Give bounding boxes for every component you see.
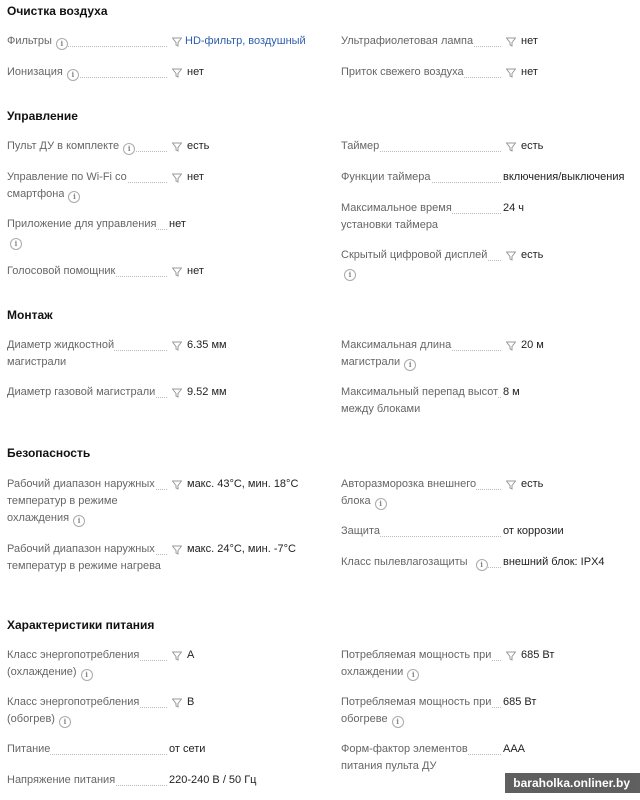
- filter-funnel-icon[interactable]: [506, 651, 516, 661]
- section-title-air-cleaning: Очистка воздуха: [7, 4, 108, 18]
- filter-funnel-icon[interactable]: [506, 142, 516, 152]
- spec-label-power-heating: Потребляемая мощность при обогреве i: [341, 696, 492, 726]
- spec-value-filters[interactable]: HD-фильтр, воздушный: [185, 35, 306, 47]
- spec-label-filters: Фильтры i: [7, 33, 68, 50]
- spec-label-max-height: Максимальный перепад высот между блоками: [341, 386, 499, 415]
- spec-value-power-heating: 685 Вт: [503, 696, 537, 708]
- spec-value-voltage: 220-240 В / 50 Гц: [169, 774, 257, 786]
- filter-funnel-icon[interactable]: [506, 37, 516, 47]
- spec-value-heating-range: макс. 24°C, мин. -7°C: [187, 543, 296, 555]
- info-icon[interactable]: i: [81, 669, 93, 681]
- filter-funnel-icon[interactable]: [172, 388, 182, 398]
- spec-label-liquid-pipe: Диаметр жидкостной магистрали: [7, 339, 115, 368]
- spec-label-wifi: Управление по Wi-Fi со смартфона i: [7, 171, 127, 201]
- spec-value-ip-class: внешний блок: IPX4: [503, 556, 605, 568]
- filter-funnel-icon[interactable]: [172, 68, 182, 78]
- info-icon[interactable]: i: [344, 269, 356, 281]
- filter-funnel-icon[interactable]: [172, 142, 182, 152]
- spec-value-supply: от сети: [169, 743, 206, 755]
- spec-value-timer-functions: включения/выключения: [503, 171, 625, 183]
- spec-label-remote: Пульт ДУ в комплекте i: [7, 138, 135, 155]
- info-icon[interactable]: i: [68, 191, 80, 203]
- spec-label-supply: Питание: [7, 743, 51, 755]
- filter-funnel-icon[interactable]: [506, 68, 516, 78]
- filter-funnel-icon[interactable]: [172, 480, 182, 490]
- info-icon[interactable]: i: [375, 498, 387, 510]
- section-title-control: Управление: [7, 109, 78, 123]
- spec-label-max-length: Максимальная длина магистрали i: [341, 339, 452, 369]
- spec-value-wifi: нет: [187, 171, 204, 183]
- spec-value-protection: от коррозии: [503, 525, 564, 537]
- spec-value-gas-pipe: 9.52 мм: [187, 386, 227, 398]
- spec-value-app: нет: [169, 218, 186, 230]
- filter-funnel-icon[interactable]: [506, 341, 516, 351]
- info-icon[interactable]: i: [67, 69, 79, 81]
- spec-label-defrost: Авторазморозка внешнего блока i: [341, 478, 477, 508]
- spec-label-timer: Таймер: [341, 140, 380, 152]
- spec-label-ip-class: Класс пылевлагозащиты i: [341, 554, 488, 571]
- spec-label-heating-range: Рабочий диапазон наружных температур в режиме нагрева: [7, 543, 161, 572]
- filter-funnel-icon[interactable]: [172, 173, 182, 183]
- spec-label-energy-cooling: Класс энергопотребления (охлаждение) i: [7, 649, 140, 679]
- info-icon[interactable]: i: [59, 716, 71, 728]
- spec-label-hidden-display: Скрытый цифровой дисплей i: [341, 249, 488, 279]
- spec-value-uv-lamp: нет: [521, 35, 538, 47]
- spec-label-cooling-range: Рабочий диапазон наружных температур в режиме охлаждения i: [7, 478, 155, 525]
- filter-funnel-icon[interactable]: [172, 651, 182, 661]
- spec-label-uv-lamp: Ультрафиолетовая лампа: [341, 35, 474, 47]
- spec-label-batteries: Форм-фактор элементов питания пульта ДУ: [341, 743, 468, 772]
- spec-value-fresh-air: нет: [521, 66, 538, 78]
- info-icon[interactable]: i: [73, 515, 85, 527]
- spec-value-max-timer: 24 ч: [503, 202, 525, 214]
- spec-value-max-length: 20 м: [521, 339, 544, 351]
- spec-value-defrost: есть: [521, 478, 544, 490]
- spec-label-app: Приложение для управления i: [7, 218, 157, 248]
- info-icon[interactable]: i: [123, 143, 135, 155]
- filter-funnel-icon[interactable]: [172, 267, 182, 277]
- spec-label-timer-functions: Функции таймера: [341, 171, 431, 183]
- spec-label-ionization: Ионизация i: [7, 64, 79, 81]
- section-title-power: Характеристики питания: [7, 618, 155, 632]
- filter-funnel-icon[interactable]: [506, 251, 516, 261]
- spec-label-fresh-air: Приток свежего воздуха: [341, 66, 464, 78]
- filter-funnel-icon[interactable]: [506, 480, 516, 490]
- spec-label-power-cooling: Потребляемая мощность при охлаждении i: [341, 649, 492, 679]
- spec-value-batteries: AAA: [503, 743, 526, 755]
- info-icon[interactable]: i: [407, 669, 419, 681]
- info-icon[interactable]: i: [56, 38, 68, 50]
- spec-value-liquid-pipe: 6.35 мм: [187, 339, 227, 351]
- section-title-safety: Безопасность: [7, 446, 91, 460]
- filter-funnel-icon[interactable]: [172, 698, 182, 708]
- filter-funnel-icon[interactable]: [172, 37, 182, 47]
- spec-label-voice: Голосовой помощник: [7, 265, 116, 277]
- spec-value-hidden-display: есть: [521, 249, 544, 261]
- spec-value-timer: есть: [521, 140, 544, 152]
- spec-value-remote: есть: [187, 140, 210, 152]
- spec-label-gas-pipe: Диаметр газовой магистрали: [7, 386, 156, 398]
- spec-value-ionization: нет: [187, 66, 204, 78]
- info-icon[interactable]: i: [392, 716, 404, 728]
- spec-label-energy-heating: Класс энергопотребления (обогрев) i: [7, 696, 140, 726]
- info-icon[interactable]: i: [404, 359, 416, 371]
- watermark: baraholka.onliner.by: [505, 773, 640, 793]
- info-icon[interactable]: i: [10, 238, 22, 250]
- spec-label-max-timer: Максимальное время установки таймера: [341, 202, 452, 231]
- section-title-mounting: Монтаж: [7, 308, 53, 322]
- spec-label-protection: Защита: [341, 525, 380, 537]
- spec-value-max-height: 8 м: [503, 386, 520, 398]
- info-icon[interactable]: i: [476, 559, 488, 571]
- filter-funnel-icon[interactable]: [172, 545, 182, 555]
- filter-funnel-icon[interactable]: [172, 341, 182, 351]
- spec-value-power-cooling: 685 Вт: [521, 649, 555, 661]
- spec-value-energy-cooling: A: [187, 649, 195, 661]
- spec-value-voice: нет: [187, 265, 204, 277]
- spec-value-cooling-range: макс. 43°C, мин. 18°C: [187, 478, 299, 490]
- spec-value-energy-heating: B: [187, 696, 195, 708]
- spec-label-voltage: Напряжение питания: [7, 774, 116, 786]
